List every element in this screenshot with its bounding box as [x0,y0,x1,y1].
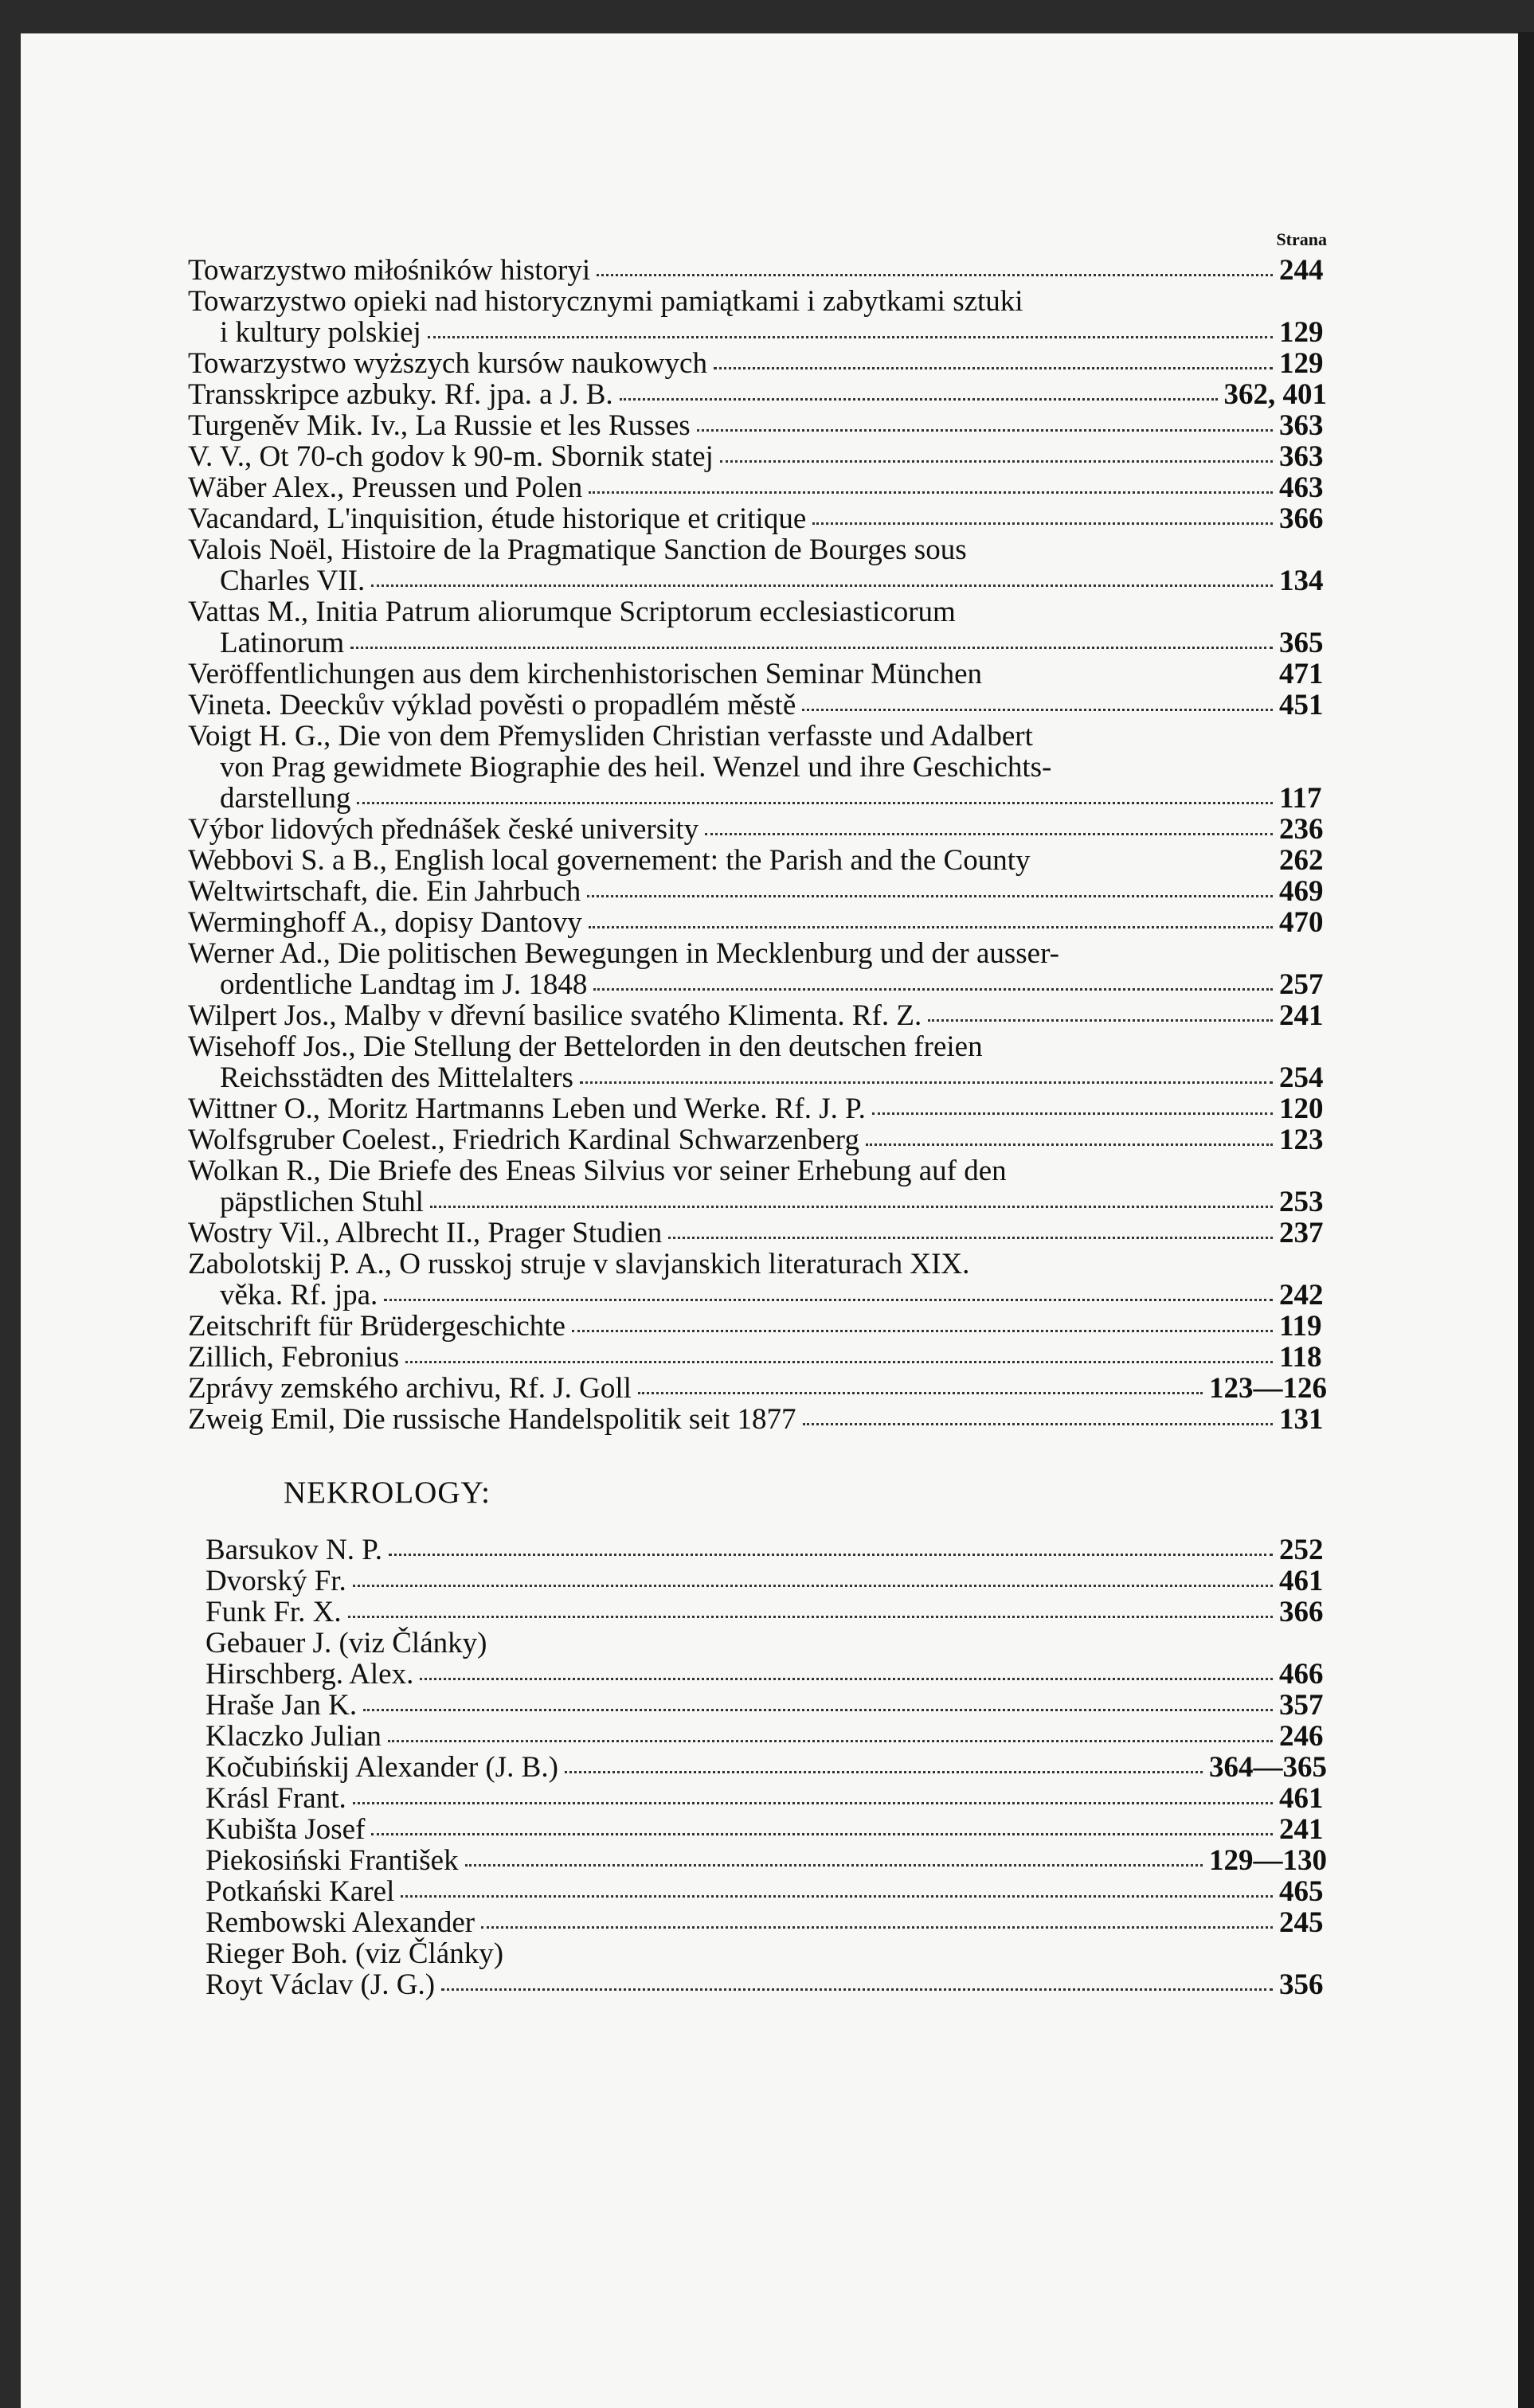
dot-leader [705,825,1273,835]
nekrolog-entry [188,1845,1327,1876]
page-number: 470 [1279,906,1324,939]
index-entry [188,1311,1327,1342]
entry-text: Wäber Alex., Preussen und Polen [188,471,583,504]
entry-text: Zweig Emil, Die russische Handelspolitik seit 1877 [188,1403,796,1436]
dot-leader [620,390,1218,401]
dot-leader [597,266,1273,276]
dot-leader [348,1608,1273,1618]
entry-line [188,907,1327,938]
entry-text: i kultury polskiej [220,316,421,349]
nekrolog-entry [188,1938,1327,1969]
dot-leader [350,639,1273,649]
page-number: 461 [1279,1565,1324,1597]
entry-text: Zprávy zemského archivu, Rf. J. Goll [188,1372,632,1405]
entry-text: Rembowski Alexander [205,1906,475,1939]
entry-line [188,814,1327,845]
page-number: 118 [1279,1341,1322,1374]
dot-leader [1037,858,1273,866]
page-number: 461 [1279,1782,1324,1815]
page-number: 357 [1279,1689,1324,1722]
entry-text: Latinorum [220,627,345,659]
page-number: 363 [1279,440,1324,473]
entry-text: Wolkan R., Die Briefe des Eneas Silvius vor seiner Erhebung auf den [188,1155,1007,1187]
entry-text: Wolfsgruber Coelest., Friedrich Kardinal Schwarzenberg [188,1124,859,1156]
page-number: 123 [1279,1124,1324,1156]
page-number: 465 [1279,1875,1324,1908]
nekrolog-entry [188,1566,1327,1597]
dot-leader [565,1763,1203,1773]
entry-text: Vattas M., Initia Patrum aliorumque Scriptorum ecclesiasticorum [188,596,956,628]
entry-line [188,1373,1327,1404]
page-number: 237 [1279,1217,1324,1249]
nekrolog-entry [188,1969,1327,2000]
entry-line [188,1155,1327,1186]
dot-leader [357,794,1273,804]
entry-line [188,1218,1327,1249]
entry-text: Piekosiński František [205,1844,459,1877]
index-entry [188,845,1327,876]
entry-text: Zabolotskij P. A., O russkoj struje v slavjanskich literaturach XIX. [188,1248,970,1280]
index-entry [188,596,1327,659]
dot-leader [371,577,1273,587]
dot-leader [481,1918,1273,1929]
index-entry [188,1031,1327,1093]
entry-line [188,627,1327,659]
entry-text: Rieger Boh. (viz Články) [205,1937,504,1970]
nekrolog-entry [188,1534,1327,1566]
entry-line [188,1124,1327,1155]
index-entry [188,690,1327,721]
page-number: 117 [1279,782,1322,815]
entry-text: Klaczko Julian [205,1720,382,1753]
nekrolog-entry [188,1659,1327,1690]
entry-text: Zeitschrift für Brüdergeschichte [188,1310,565,1343]
page-number: 365 [1279,627,1324,659]
dot-leader [465,1856,1203,1867]
nekrolog-entry [188,1597,1327,1628]
entry-text: Towarzystwo opieki nad historycznymi pamiątkami i zabytkami sztuki [188,285,1023,318]
dot-leader [593,980,1273,991]
index-entry [188,1404,1327,1435]
dot-leader [388,1732,1273,1742]
entry-line [188,1907,1327,1938]
dot-leader [697,421,1273,432]
entry-text: Potkański Karel [205,1875,395,1908]
entry-line [188,1969,1327,2000]
entry-text: věka. Rf. jpa. [220,1279,378,1312]
dot-leader [802,701,1273,711]
dot-leader [638,1384,1203,1394]
page-number: 252 [1279,1534,1324,1566]
entry-text: von Prag gewidmete Biographie des heil. Wenzel und ihre Geschichts- [220,751,1052,784]
nekrolog-entry [188,1690,1327,1721]
entry-text: Charles VII. [220,565,366,597]
entry-line [188,1938,1327,1969]
dot-leader [405,1353,1273,1363]
entry-text: Reichsstädten des Mittelalters [220,1061,573,1094]
entry-line [188,1876,1327,1907]
index-entry [188,659,1327,690]
index-entry [188,721,1327,814]
entry-text: V. V., Ot 70-ch godov k 90-m. Sbornik statej [188,440,714,473]
entry-text: Wostry Vil., Albrecht II., Prager Studien [188,1217,663,1249]
entry-line [188,1186,1327,1218]
page-number: 241 [1279,999,1324,1032]
page-number: 469 [1279,875,1324,908]
entry-text: Gebauer J. (viz Články) [205,1627,487,1659]
index-entries [188,255,1327,1435]
index-entry [188,938,1327,1000]
index-entry [188,379,1327,410]
index-entry [188,1124,1327,1155]
entry-line [188,1814,1327,1845]
page-number: 254 [1279,1061,1324,1094]
entry-line [188,255,1327,286]
page-number: 356 [1279,1968,1324,2001]
entry-text: Towarzystwo miłośników historyi [188,254,591,287]
entry-line [188,1597,1327,1628]
index-entry [188,1218,1327,1249]
dot-leader [928,1011,1273,1022]
dot-leader [401,1887,1273,1898]
entry-line [188,1721,1327,1752]
page-number: 262 [1279,844,1324,877]
dot-leader [572,1322,1273,1332]
index-entry [188,907,1327,938]
entry-text: päpstlichen Stuhl [220,1186,424,1218]
entry-text: Kočubińskij Alexander (J. B.) [205,1751,558,1784]
entry-line [188,969,1327,1000]
entry-line [188,938,1327,969]
entry-line [188,348,1327,379]
index-entry [188,348,1327,379]
index-entry [188,1093,1327,1124]
index-entry [188,534,1327,596]
nekrolog-entry [188,1721,1327,1752]
page-number: 466 [1279,1658,1324,1691]
nekrolog-entry [188,1783,1327,1814]
strana-heading: Strana [1276,229,1327,249]
entry-line [188,286,1327,317]
entry-line [188,1311,1327,1342]
dot-leader [353,1794,1273,1804]
entry-line [188,1062,1327,1093]
entry-text: darstellung [220,782,351,815]
entry-line [188,1534,1327,1566]
nekrolog-entry [188,1628,1327,1659]
entry-line [188,503,1327,534]
nekrolog-entry [188,1907,1327,1938]
entry-line [188,472,1327,503]
page-number: 253 [1279,1186,1324,1218]
page-number: 123—126 [1209,1372,1327,1405]
entry-text: Werner Ad., Die politischen Bewegungen in Mecklenburg und der ausser- [188,937,1059,970]
entry-line [188,1000,1327,1031]
page-number: 362, 401 [1223,378,1327,411]
dot-leader [353,1577,1273,1587]
page-number: 134 [1279,565,1324,597]
nekrology-title: NEKROLOGY: [284,1476,491,1510]
dot-leader [720,452,1273,463]
index-entry [188,410,1327,441]
dot-leader [866,1136,1273,1146]
page-number: 236 [1279,813,1324,846]
nekrolog-entry [188,1876,1327,1907]
entry-text: Towarzystwo wyższych kursów naukowych [188,347,707,380]
entry-text: Royt Václav (J. G.) [205,1968,436,2001]
page-number: 120 [1279,1093,1324,1125]
page-number: 366 [1279,1596,1324,1628]
entry-line [188,1628,1327,1659]
entry-text: Valois Noël, Histoire de la Pragmatique Sanction de Bourges sous [188,534,967,566]
index-entry [188,286,1327,348]
entry-line [188,1031,1327,1062]
index-entry [188,1249,1327,1311]
entry-line [188,783,1327,814]
entry-text: Kubišta Josef [205,1813,366,1846]
index-entry [188,1000,1327,1031]
dot-leader [363,1701,1273,1711]
dot-leader [420,1670,1273,1680]
entry-text: Hraše Jan K. [205,1689,358,1722]
page-number: 257 [1279,968,1324,1001]
entry-text: Zillich, Febronius [188,1341,400,1374]
page-number: 244 [1279,254,1324,287]
page-number: 245 [1279,1906,1324,1939]
entry-line [188,1845,1327,1876]
entry-line [188,1249,1327,1280]
page-number: 364—365 [1209,1751,1327,1784]
page-number: 246 [1279,1720,1324,1753]
entry-line [188,1342,1327,1373]
entry-line [188,1404,1327,1435]
dot-leader [812,514,1273,525]
entry-line [188,534,1327,565]
index-entry [188,472,1327,503]
entry-text: ordentliche Landtag im J. 1848 [220,968,588,1001]
entry-text: Voigt H. G., Die von dem Přemysliden Christian verfasste und Adalbert [188,720,1033,752]
entry-line [188,410,1327,441]
entry-line [188,1280,1327,1311]
entry-text: Werminghoff A., dopisy Dantovy [188,906,582,939]
index-entry [188,1373,1327,1404]
dot-leader [389,1546,1273,1556]
entry-line [188,317,1327,348]
entry-line [188,845,1327,876]
entry-line [188,1566,1327,1597]
dot-leader [441,1980,1273,1991]
entry-line [188,659,1327,690]
index-entry [188,503,1327,534]
entry-text: Dvorský Fr. [205,1565,346,1597]
entry-text: Weltwirtschaft, die. Ein Jahrbuch [188,875,581,908]
page-number: 242 [1279,1279,1324,1312]
entry-line [188,1752,1327,1783]
nekrolog-entry [188,1752,1327,1783]
entry-line [188,441,1327,472]
dot-leader [430,1198,1273,1208]
index-entry [188,814,1327,845]
entry-line [188,690,1327,721]
entry-text: Transskripce azbuky. Rf. jpa. a J. B. [188,378,613,411]
entry-text: Webbovi S. a B., English local governement: the Parish and the County [188,844,1031,877]
dot-leader [371,1825,1273,1835]
page-number: 129 [1279,316,1324,349]
entry-line [188,876,1327,907]
page-number: 366 [1279,502,1324,535]
dot-leader [803,1415,1273,1425]
entry-line [188,1659,1327,1690]
document-page [21,33,1518,2408]
entry-line [188,565,1327,596]
index-entry [188,876,1327,907]
dot-leader [428,328,1273,338]
entry-text: Hirschberg. Alex. [205,1658,414,1691]
entry-text: Wisehoff Jos., Die Stellung der Bettelorden in den deutschen freien [188,1030,983,1063]
entry-text: Krásl Frant. [205,1782,346,1815]
entry-line [188,1783,1327,1814]
entry-line [188,596,1327,627]
entry-text: Vacandard, L'inquisition, étude historique et critique [188,502,807,535]
index-entry [188,441,1327,472]
entry-line [188,721,1327,752]
index-entry [188,255,1327,286]
page-number: 129 [1279,347,1324,380]
entry-text: Funk Fr. X. [205,1596,342,1628]
scan-edge [1518,32,1534,2408]
entry-line [188,379,1327,410]
entry-text: Barsukov N. P. [205,1534,383,1566]
nekrolog-entry [188,1814,1327,1845]
page-number: 451 [1279,689,1324,721]
entry-text: Wilpert Jos., Malby v dřevní basilice svatého Klimenta. Rf. Z. [188,999,922,1032]
dot-leader [587,887,1273,897]
page-number: 241 [1279,1813,1324,1846]
dot-leader [384,1291,1273,1301]
entry-line [188,752,1327,783]
entry-text: Vineta. Deeckův výklad pověsti o propadlém městě [188,689,796,721]
entry-line [188,1690,1327,1721]
index-entry [188,1342,1327,1373]
dot-leader [589,483,1273,494]
dot-leader [872,1104,1273,1115]
page-number: 129—130 [1209,1844,1327,1877]
index-content [188,225,1327,2000]
dot-leader [714,359,1273,369]
dot-leader [668,1229,1273,1239]
entry-text: Výbor lidových přednášek české university [188,813,699,846]
page-number: 363 [1279,409,1324,442]
entry-line [188,1093,1327,1124]
index-entry [188,1155,1327,1218]
dot-leader [580,1073,1273,1084]
entry-text: Veröffentlichungen aus dem kirchenhistorischen Seminar München [188,658,983,690]
entry-text: Wittner O., Moritz Hartmanns Leben und Werke. Rf. J. P. [188,1093,866,1125]
nekrology-entries [188,1534,1327,2000]
page-number: 119 [1279,1310,1322,1343]
page-number: 131 [1279,1403,1324,1436]
entry-text: Turgeněv Mik. Iv., La Russie et les Russes [188,409,691,442]
page-number: 471 [1279,658,1324,690]
dot-leader [589,918,1273,928]
dot-leader [988,672,1273,680]
page-number: 463 [1279,471,1324,504]
